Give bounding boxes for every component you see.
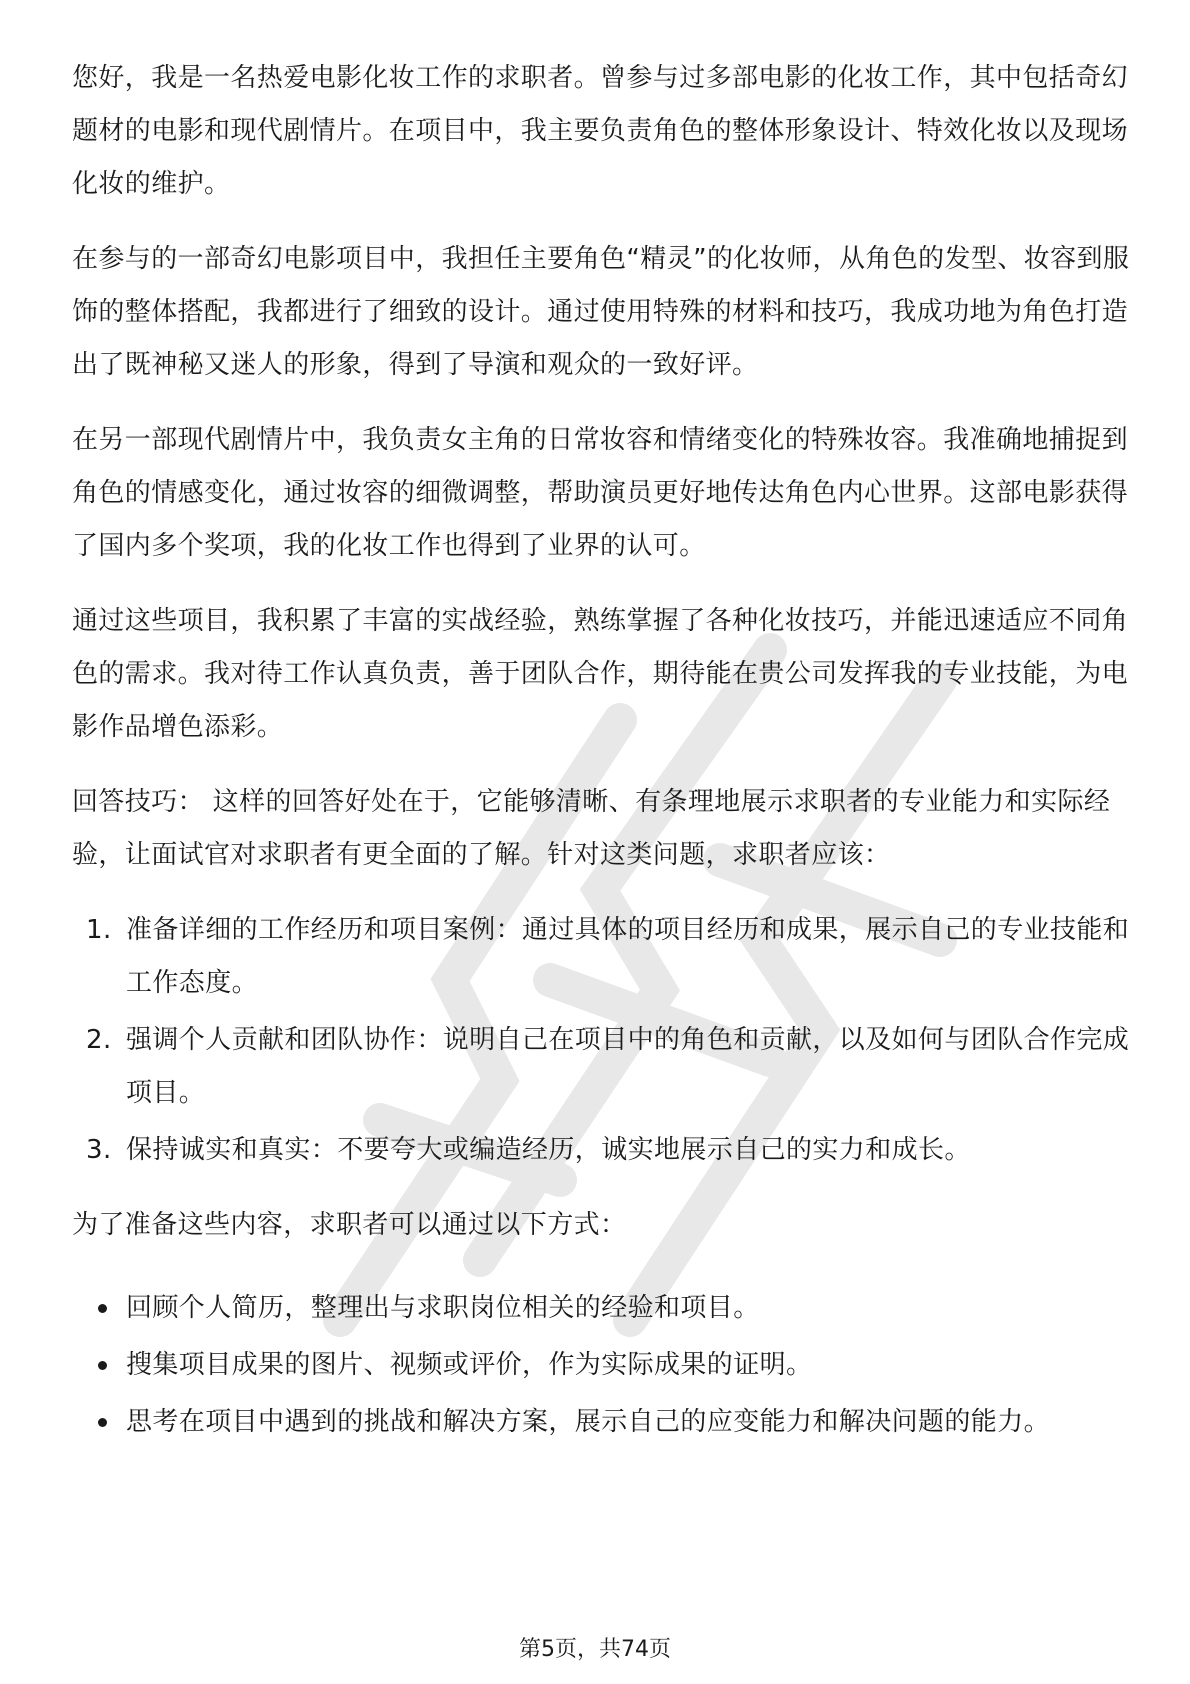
list-item-text: 搜集项目成果的图片、视频或评价，作为实际成果的证明。	[126, 1350, 813, 1380]
list-item-text: 思考在项目中遇到的挑战和解决方案，展示自己的应变能力和解决问题的能力。	[126, 1407, 1051, 1437]
bullet-icon	[98, 1304, 107, 1313]
paragraph-intro: 您好，我是一名热爱电影化妆工作的求职者。曾参与过多部电影的化妆工作，其中包括奇幻题材的电影和现代剧情片。在项目中，我主要负责角色的整体形象设计、特效化妆以及现场化妆的维护。	[72, 63, 1129, 199]
page-footer: 第5页，共74页	[519, 1637, 671, 1662]
list-number: 2.	[86, 1025, 112, 1055]
paragraph-prep-intro: 为了准备这些内容，求职者可以通过以下方式：	[72, 1210, 627, 1240]
bullet-icon	[98, 1418, 107, 1427]
list-item-text: 准备详细的工作经历和项目案例：通过具体的项目经历和成果，展示自己的专业技能和工作态度。	[126, 915, 1130, 998]
list-item	[72, 1124, 1132, 1177]
paragraph-drama-project: 在另一部现代剧情片中，我负责女主角的日常妆容和情绪变化的特殊妆容。我准确地捕捉到角色的情感变化，通过妆容的细微调整，帮助演员更好地传达角色内心世界。这部电影获得了国内多个奖项，我的化妆工作也得到了业界的认可。	[72, 425, 1129, 561]
list-item	[72, 904, 1132, 1010]
list-item	[72, 1396, 1132, 1449]
list-item	[72, 1339, 1132, 1392]
list-item-text: 强调个人贡献和团队协作：说明自己在项目中的角色和贡献，以及如何与团队合作完成项目。	[126, 1025, 1130, 1108]
list-item-text: 保持诚实和真实：不要夸大或编造经历，诚实地展示自己的实力和成长。	[126, 1135, 971, 1165]
paragraph-summary: 通过这些项目，我积累了丰富的实战经验，熟练掌握了各种化妆技巧，并能迅速适应不同角色的需求。我对待工作认真负责，善于团队合作，期待能在贵公司发挥我的专业技能，为电影作品增色添彩。	[72, 606, 1129, 742]
paragraph-answer-tips: 回答技巧： 这样的回答好处在于，它能够清晰、有条理地展示求职者的专业能力和实际经验，让面试官对求职者有更全面的了解。针对这类问题，求职者应该：	[72, 787, 1111, 870]
document-page	[72, 52, 1132, 1453]
bullet-icon	[98, 1361, 107, 1370]
list-item	[72, 1014, 1132, 1120]
tips-list	[72, 904, 1132, 1177]
list-item	[72, 1282, 1132, 1335]
paragraph-fantasy-project: 在参与的一部奇幻电影项目中，我担任主要角色“精灵”的化妆师，从角色的发型、妆容到服饰的整体搭配，我都进行了细致的设计。通过使用特殊的材料和技巧，我成功地为角色打造出了既神秘又迷人的形象，得到了导演和观众的一致好评。	[72, 244, 1130, 380]
list-number: 3.	[86, 1135, 112, 1165]
list-number: 1.	[86, 915, 112, 945]
list-item-text: 回顾个人简历，整理出与求职岗位相关的经验和项目。	[126, 1293, 760, 1323]
ways-list	[72, 1274, 1132, 1449]
